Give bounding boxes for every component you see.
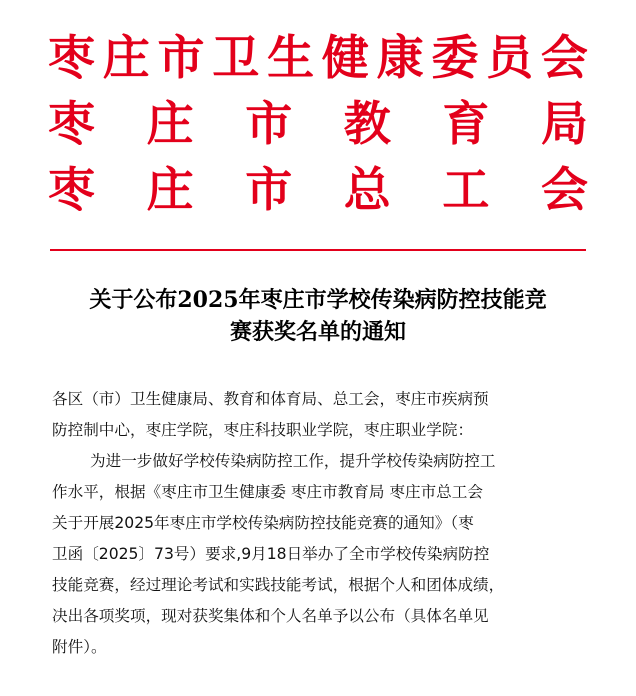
- org-char: 总: [343, 163, 391, 218]
- salutation-line-2: 防控制中心，枣庄学院，枣庄科技职业学院，枣庄职业学院：: [52, 421, 474, 439]
- org-line-health-commission: [48, 26, 588, 92]
- paragraph-line-2: 作水平，根据《枣庄市卫生健康委 枣庄市教育局 枣庄市总工会: [52, 483, 483, 501]
- paragraph-line-5: 技能竞赛，经过理论考试和实践技能考试，根据个人和团体成绩，: [52, 576, 505, 594]
- org-char: 员: [486, 31, 534, 86]
- org-char: 枣: [48, 31, 95, 86]
- org-char: 庄: [102, 31, 150, 86]
- org-char: 局: [540, 97, 588, 152]
- paragraph-line-6: 决出各项奖项，现对获奖集体和个人名单予以公布（具体名单见: [52, 607, 489, 625]
- title-line-2: 赛获奖名单的通知: [229, 319, 406, 345]
- red-divider-line: [50, 249, 586, 251]
- paragraph-line-4: 卫函〔2025〕73号）要求,9月18日举办了全市学校传染病防控: [52, 545, 490, 563]
- org-char: 会: [540, 163, 588, 218]
- org-char: 枣: [48, 163, 95, 218]
- notice-title: [40, 284, 596, 348]
- org-char: 工: [442, 163, 490, 218]
- title-line-1: 关于公布2025年枣庄市学校传染病防控技能竞: [89, 287, 547, 313]
- org-char: 会: [540, 31, 588, 86]
- org-char: 卫: [212, 31, 260, 86]
- org-char: 教: [343, 97, 391, 152]
- org-char: 市: [245, 97, 293, 152]
- org-char: 市: [245, 163, 293, 218]
- org-char: 康: [376, 31, 424, 86]
- org-line-education-bureau: [48, 92, 588, 158]
- paragraph-line-7: 附件）。: [52, 638, 107, 656]
- org-char: 委: [431, 31, 479, 86]
- org-char: 市: [157, 31, 205, 86]
- org-char: 枣: [48, 97, 95, 152]
- document-header: [48, 26, 588, 224]
- paragraph-line-3: 关于开展2025年枣庄市学校传染病防控技能竞赛的通知》（枣: [52, 514, 474, 532]
- org-char: 庄: [146, 163, 194, 218]
- org-char: 健: [321, 31, 369, 86]
- paragraph-line-1: 为进一步做好学校传染病防控工作，提升学校传染病防控工: [90, 452, 496, 470]
- notice-body: [52, 384, 586, 663]
- org-char: 生: [267, 31, 315, 86]
- org-char: 庄: [146, 97, 194, 152]
- org-line-trade-union: [48, 158, 588, 224]
- org-char: 育: [442, 97, 490, 152]
- salutation-line-1: 各区（市）卫生健康局、教育和体育局、总工会，枣庄市疾病预: [52, 390, 489, 408]
